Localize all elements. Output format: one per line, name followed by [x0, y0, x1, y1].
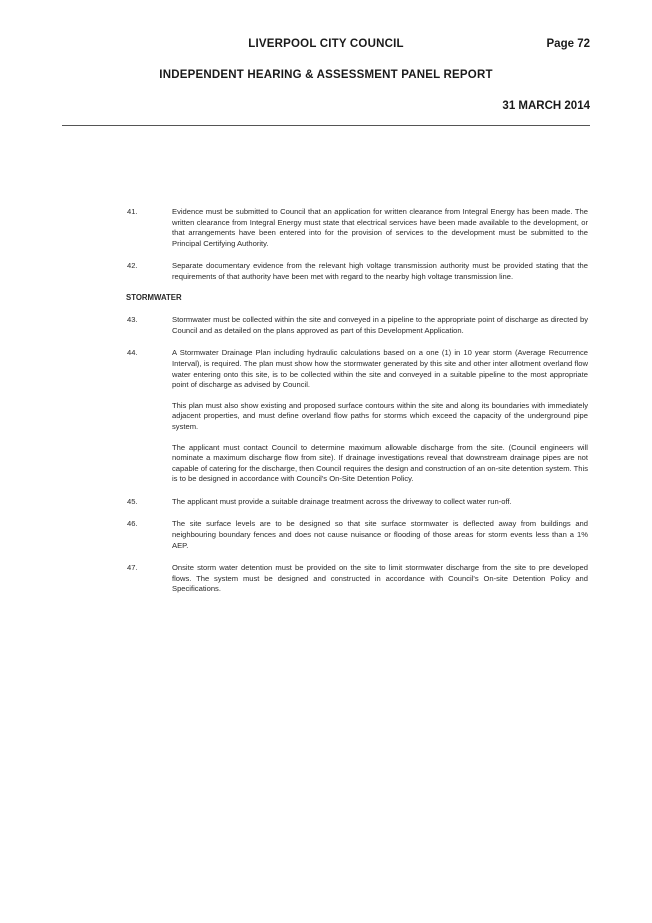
condition-43: [0, 315, 652, 336]
report-date: 31 MARCH 2014: [502, 100, 590, 112]
council-name: LIVERPOOL CITY COUNCIL: [248, 38, 404, 50]
condition-paragraph: The applicant must contact Council to determine maximum allowable discharge from the site. (Council engineers will nominate a maximum discharge flow from site). If drainage investigations reveal that downstream drainage pipes are not capable of catering for the discharge, then Council requires the design and construction of an on-site detention system. This is to be designed in accordance with Council's On-Site Detention Policy.: [172, 442, 588, 484]
condition-46: [0, 519, 652, 551]
page-number: Page 72: [546, 38, 590, 50]
condition-text: Separate documentary evidence from the relevant high voltage transmission authority must be provided stating that the requirements of that authority have been met with regard to the nearby high voltage transmission line.: [172, 261, 588, 281]
condition-number: 42.: [127, 261, 138, 271]
condition-text: The site surface levels are to be designed so that site surface stormwater is deflected away from buildings and neighbouring boundary fences and does not cause nuisance or flooding of those areas for storm events less than a 1% AEP.: [172, 519, 588, 550]
condition-text: A Stormwater Drainage Plan including hydraulic calculations based on a one (1) in 10 year storm (Average Recurrence Interval), is required. The plan must show how the stormwater generated by this site and other inter allotment overland flow water entering onto this site, is to be collected within the site and conveyed in a suitable pipeline to the most appropriate point of discharge as advised by Council.: [172, 348, 588, 390]
header-divider: [62, 125, 590, 126]
condition-47: [0, 563, 652, 595]
condition-number: 46.: [127, 519, 138, 529]
condition-text: The applicant must provide a suitable drainage treatment across the driveway to collect water run-off.: [172, 496, 512, 506]
condition-45: [0, 497, 652, 508]
condition-paragraph: This plan must also show existing and proposed surface contours within the site and along its boundaries with immediately adjacent properties, and must define overland flow paths for storms which exceed the capacity of the underground pipe system.: [172, 400, 588, 431]
condition-number: 45.: [127, 496, 138, 506]
condition-number: 47.: [127, 563, 138, 573]
condition-text: Onsite storm water detention must be provided on the site to limit stormwater discharge from the site to pre developed flows. The system must be designed and constructed in accordance with Council's On-site Detention Policy and Specifications.: [172, 563, 588, 594]
condition-number: 44.: [127, 348, 138, 358]
condition-42: [0, 261, 652, 282]
report-title: INDEPENDENT HEARING & ASSESSMENT PANEL REPORT: [159, 69, 493, 81]
condition-number: 41.: [127, 207, 138, 216]
condition-44: [0, 348, 652, 485]
condition-text: Evidence must be submitted to Council that an application for written clearance from Integral Energy has been made. The written clearance from Integral Energy must state that electrical services have been made available to the development, or that arrangements have been entered into for the provision of services to the development must be submitted to the Principal Certifying Authority.: [172, 207, 588, 248]
condition-number: 43.: [127, 315, 138, 325]
condition-41: [0, 207, 652, 249]
conditions-body: [0, 207, 652, 607]
section-heading-stormwater: STORMWATER: [126, 292, 182, 302]
condition-text: Stormwater must be collected within the site and conveyed in a pipeline to the appropriate point of discharge as directed by Council and as detailed on the plans approved as part of this Development Application.: [172, 315, 588, 335]
